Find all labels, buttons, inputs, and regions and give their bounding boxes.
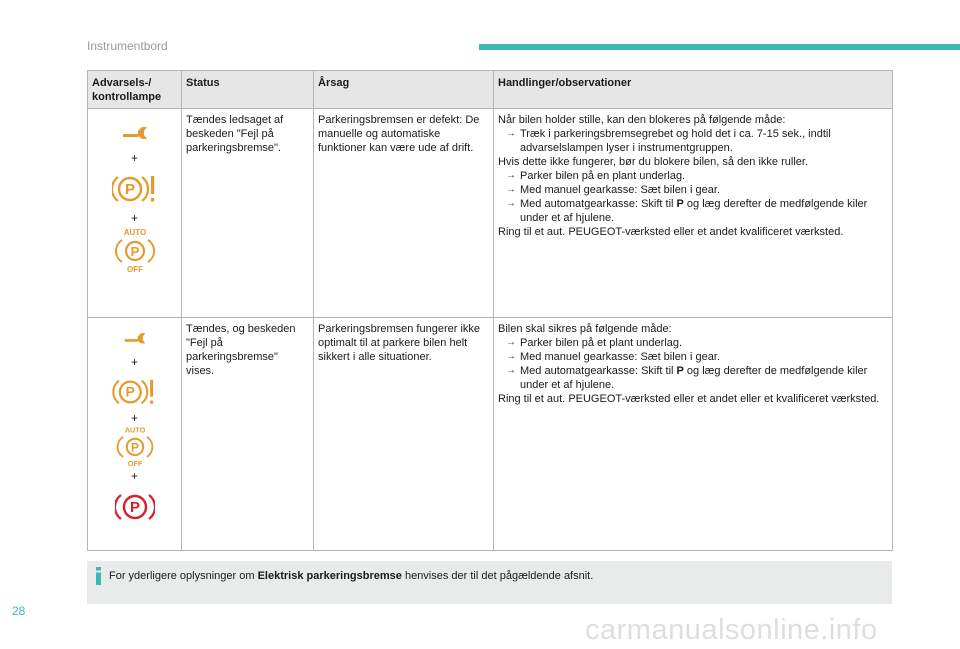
action-bullet: → Med manuel gearkasse: Sæt bilen i gear. xyxy=(498,183,888,197)
watermark: carmanualsonline.info xyxy=(585,614,878,646)
status-cell: Tændes ledsaget af beskeden "Fejl på parkeringsbremse". xyxy=(182,109,314,318)
actions-cell xyxy=(494,109,893,318)
plus-sign: + xyxy=(130,211,138,225)
cause-cell: Parkeringsbremsen fungerer ikke optimalt til at parkere bilen helt sikkert i alle situationer. xyxy=(314,318,494,551)
gear-p-label: P xyxy=(676,198,684,210)
off-label: OFF xyxy=(127,459,142,467)
action-intro: Når bilen holder stille, kan den blokeres på følgende måde: xyxy=(498,114,786,126)
actions-cell xyxy=(494,318,893,551)
action-bullet: → Træk i parkeringsbremsegrebet og hold det i ca. 7-15 sek., indtil advarselslampen lyser i instrumentgruppen. xyxy=(498,127,888,155)
svg-text:P: P xyxy=(130,440,139,455)
action-text: og læg derefter de medfølgende kiler under et af hjulene. xyxy=(520,365,868,391)
action-text: Med automatgearkasse: Skift til xyxy=(520,365,677,377)
gear-p-label: P xyxy=(676,365,684,377)
info-icon xyxy=(94,567,104,585)
svg-text:P: P xyxy=(125,384,135,401)
plus-sign: + xyxy=(130,355,138,369)
auto-parking-brake-off-icon xyxy=(116,425,154,467)
action-text: Med automatgearkasse: Skift til xyxy=(520,198,677,210)
auto-label: AUTO xyxy=(124,425,145,435)
cause-cell: Parkeringsbremsen er defekt: De manuelle og automatiske funktioner kan være ude af drift. xyxy=(314,109,494,318)
parking-brake-fault-icon xyxy=(112,375,158,409)
auto-label: AUTO xyxy=(123,228,146,237)
svg-text:P: P xyxy=(129,499,140,516)
info-box xyxy=(87,561,892,604)
wrench-warning-icon xyxy=(120,328,150,352)
action-bullet: → Parker bilen på et plant underlag. xyxy=(498,336,888,350)
parking-brake-fault-icon xyxy=(112,171,158,207)
info-link-text: Elektrisk parkeringsbremse xyxy=(257,570,402,582)
section-title: Instrumentbord xyxy=(87,39,168,53)
off-label: OFF xyxy=(126,265,143,273)
auto-parking-brake-off-icon xyxy=(115,227,155,273)
svg-text:P: P xyxy=(124,181,135,198)
table-row xyxy=(88,318,893,551)
column-header-actions: Handlinger/observationer xyxy=(494,71,893,109)
header-accent-bar xyxy=(479,44,960,50)
info-text-post: henvises der til det pågældende afsnit. xyxy=(401,570,594,582)
plus-sign: + xyxy=(130,151,138,165)
status-cell: Tændes, og beskeden "Fejl på parkeringsbremse" vises. xyxy=(182,318,314,551)
table-header-row xyxy=(88,71,893,109)
column-header-status: Status xyxy=(182,71,314,109)
info-text-pre: For yderligere oplysninger om xyxy=(109,570,258,582)
action-line: Ring til et aut. PEUGEOT-værksted eller et andet kvalificeret værksted. xyxy=(498,226,844,238)
action-line: Hvis dette ikke fungerer, bør du blokere bilen, så den ikke ruller. xyxy=(498,156,808,168)
column-header-lamp: Advarsels-/ kontrollampe xyxy=(88,71,182,109)
wrench-warning-icon xyxy=(120,121,150,149)
action-bullet: → Med manuel gearkasse: Sæt bilen i gear. xyxy=(498,350,888,364)
table-row xyxy=(88,109,893,318)
action-bullet xyxy=(498,197,888,225)
action-bullet xyxy=(498,364,888,392)
info-text xyxy=(109,569,593,583)
action-text: og læg derefter de medfølgende kiler under et af hjulene. xyxy=(520,198,868,224)
plus-sign: + xyxy=(130,411,138,425)
action-intro: Bilen skal sikres på følgende måde: xyxy=(498,323,672,335)
lamp-cell xyxy=(88,318,182,551)
action-line: Ring til et aut. PEUGEOT-værksted eller et andet eller et kvalificeret værksted. xyxy=(498,393,880,405)
parking-brake-icon xyxy=(115,491,155,523)
svg-text:P: P xyxy=(130,244,139,259)
plus-sign: + xyxy=(130,469,138,483)
warning-lamp-table xyxy=(87,70,893,551)
lamp-cell xyxy=(88,109,182,318)
column-header-cause: Årsag xyxy=(314,71,494,109)
page-number: 28 xyxy=(12,604,26,618)
action-bullet: → Parker bilen på en plant underlag. xyxy=(498,169,888,183)
